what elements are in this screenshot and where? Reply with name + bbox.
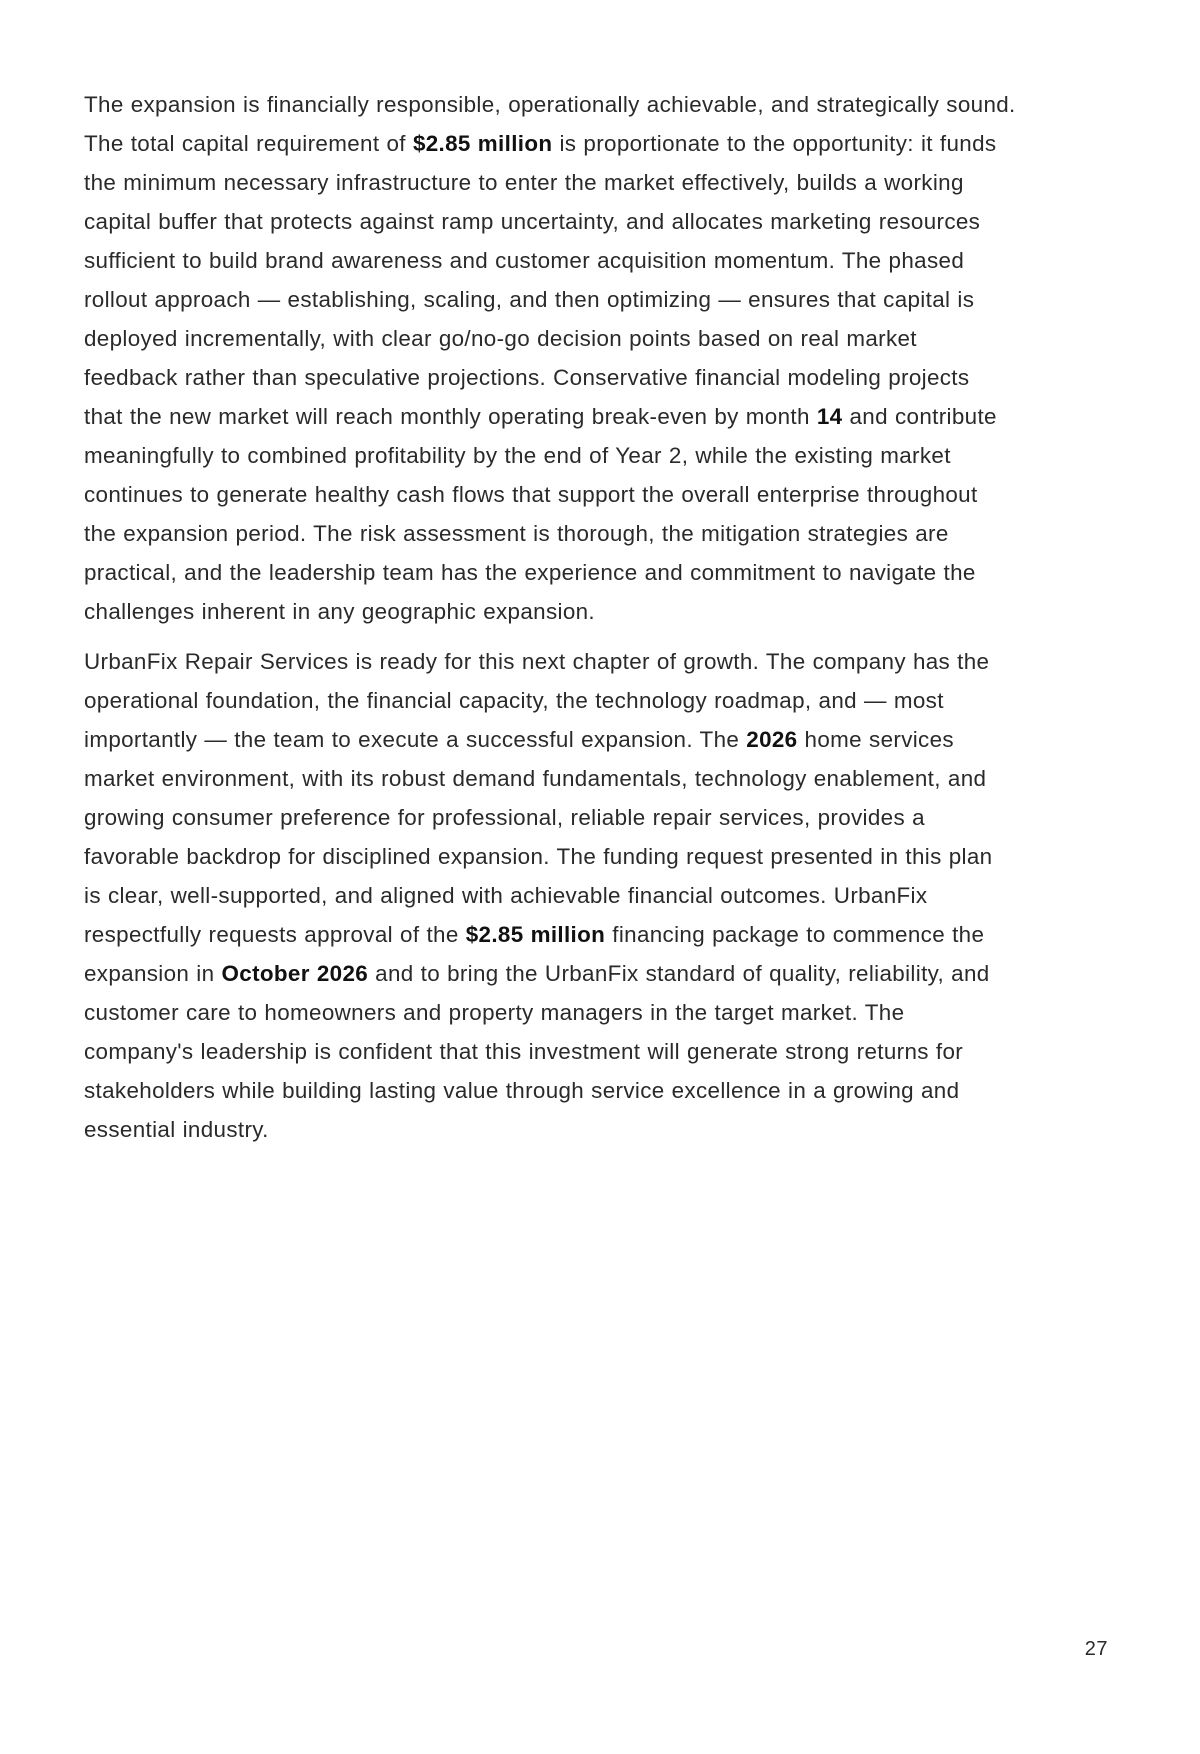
text-line	[84, 436, 1124, 475]
text-run: market environment, with its robust demand fundamentals, technology enablement, and	[84, 766, 987, 791]
text-line	[84, 202, 1124, 241]
text-run: deployed incrementally, with clear go/no-go decision points based on real market	[84, 326, 917, 351]
text-line	[84, 681, 1124, 720]
text-line	[84, 798, 1124, 837]
text-line	[84, 954, 1124, 993]
text-line	[84, 592, 1124, 631]
text-run: expansion in	[84, 961, 222, 986]
text-run: favorable backdrop for disciplined expansion. The funding request presented in this plan	[84, 844, 993, 869]
page-number: 27	[1084, 1638, 1108, 1660]
text-run: the expansion period. The risk assessment is thorough, the mitigation strategies are	[84, 521, 949, 546]
text-run: capital buffer that protects against ramp uncertainty, and allocates marketing resources	[84, 209, 981, 234]
text-run: rollout approach — establishing, scaling, and then optimizing — ensures that capital is	[84, 287, 975, 312]
text-line	[84, 642, 1124, 681]
text-run: meaningfully to combined profitability by the end of Year 2, while the existing market	[84, 443, 951, 468]
text-run: sufficient to build brand awareness and customer acquisition momentum. The phased	[84, 248, 965, 273]
text-run: continues to generate healthy cash flows that support the overall enterprise throughout	[84, 482, 978, 507]
text-line	[84, 759, 1124, 798]
text-run: The expansion is financially responsible, operationally achievable, and strategically sound.	[84, 92, 1016, 117]
text-run: is clear, well-supported, and aligned with achievable financial outcomes. UrbanFix	[84, 883, 928, 908]
emphasis-text: October 2026	[221, 961, 369, 986]
text-line	[84, 876, 1124, 915]
emphasis-text: $2.85 million	[412, 131, 553, 156]
text-line	[84, 85, 1124, 124]
text-line	[84, 1110, 1124, 1149]
text-run: growing consumer preference for professional, reliable repair services, provides a	[84, 805, 925, 830]
text-run: challenges inherent in any geographic expansion.	[84, 599, 595, 624]
text-run: is proportionate to the opportunity: it funds	[552, 131, 997, 156]
text-line	[84, 993, 1124, 1032]
text-run: operational foundation, the financial capacity, the technology roadmap, and — most	[84, 688, 944, 713]
text-run: practical, and the leadership team has the experience and commitment to navigate the	[84, 560, 976, 585]
text-line	[84, 514, 1124, 553]
emphasis-text: 2026	[746, 727, 798, 752]
text-run: The total capital requirement of	[84, 131, 413, 156]
text-line	[84, 1071, 1124, 1110]
text-line	[84, 837, 1124, 876]
text-run: and contribute	[842, 404, 997, 429]
text-line	[84, 475, 1124, 514]
text-run: importantly — the team to execute a successful expansion. The	[84, 727, 747, 752]
paragraph	[84, 642, 1124, 1149]
text-run: feedback rather than speculative projections. Conservative financial modeling projects	[84, 365, 970, 390]
text-line	[84, 720, 1124, 759]
text-line	[84, 553, 1124, 592]
text-line	[84, 319, 1124, 358]
text-line	[84, 358, 1124, 397]
emphasis-text: 14	[816, 404, 843, 429]
text-run: UrbanFix Repair Services is ready for this next chapter of growth. The company has the	[84, 649, 990, 674]
text-run: respectfully requests approval of the	[84, 922, 466, 947]
text-run: the minimum necessary infrastructure to enter the market effectively, builds a working	[84, 170, 964, 195]
text-line	[84, 241, 1124, 280]
text-line	[84, 915, 1124, 954]
text-run: and to bring the UrbanFix standard of quality, reliability, and	[368, 961, 990, 986]
text-run: customer care to homeowners and property managers in the target market. The	[84, 1000, 905, 1025]
text-run: company's leadership is confident that this investment will generate strong returns for	[84, 1039, 964, 1064]
text-run: stakeholders while building lasting value through service excellence in a growing and	[84, 1078, 960, 1103]
text-line	[84, 124, 1124, 163]
paragraph	[84, 85, 1124, 631]
body-text	[84, 85, 1124, 1160]
text-run: financing package to commence the	[605, 922, 985, 947]
text-line	[84, 280, 1124, 319]
emphasis-text: $2.85 million	[465, 922, 606, 947]
text-run: that the new market will reach monthly operating break-even by month	[84, 404, 817, 429]
text-line	[84, 163, 1124, 202]
text-run: home services	[797, 727, 954, 752]
text-run: essential industry.	[84, 1117, 269, 1142]
text-line	[84, 397, 1124, 436]
text-line	[84, 1032, 1124, 1071]
